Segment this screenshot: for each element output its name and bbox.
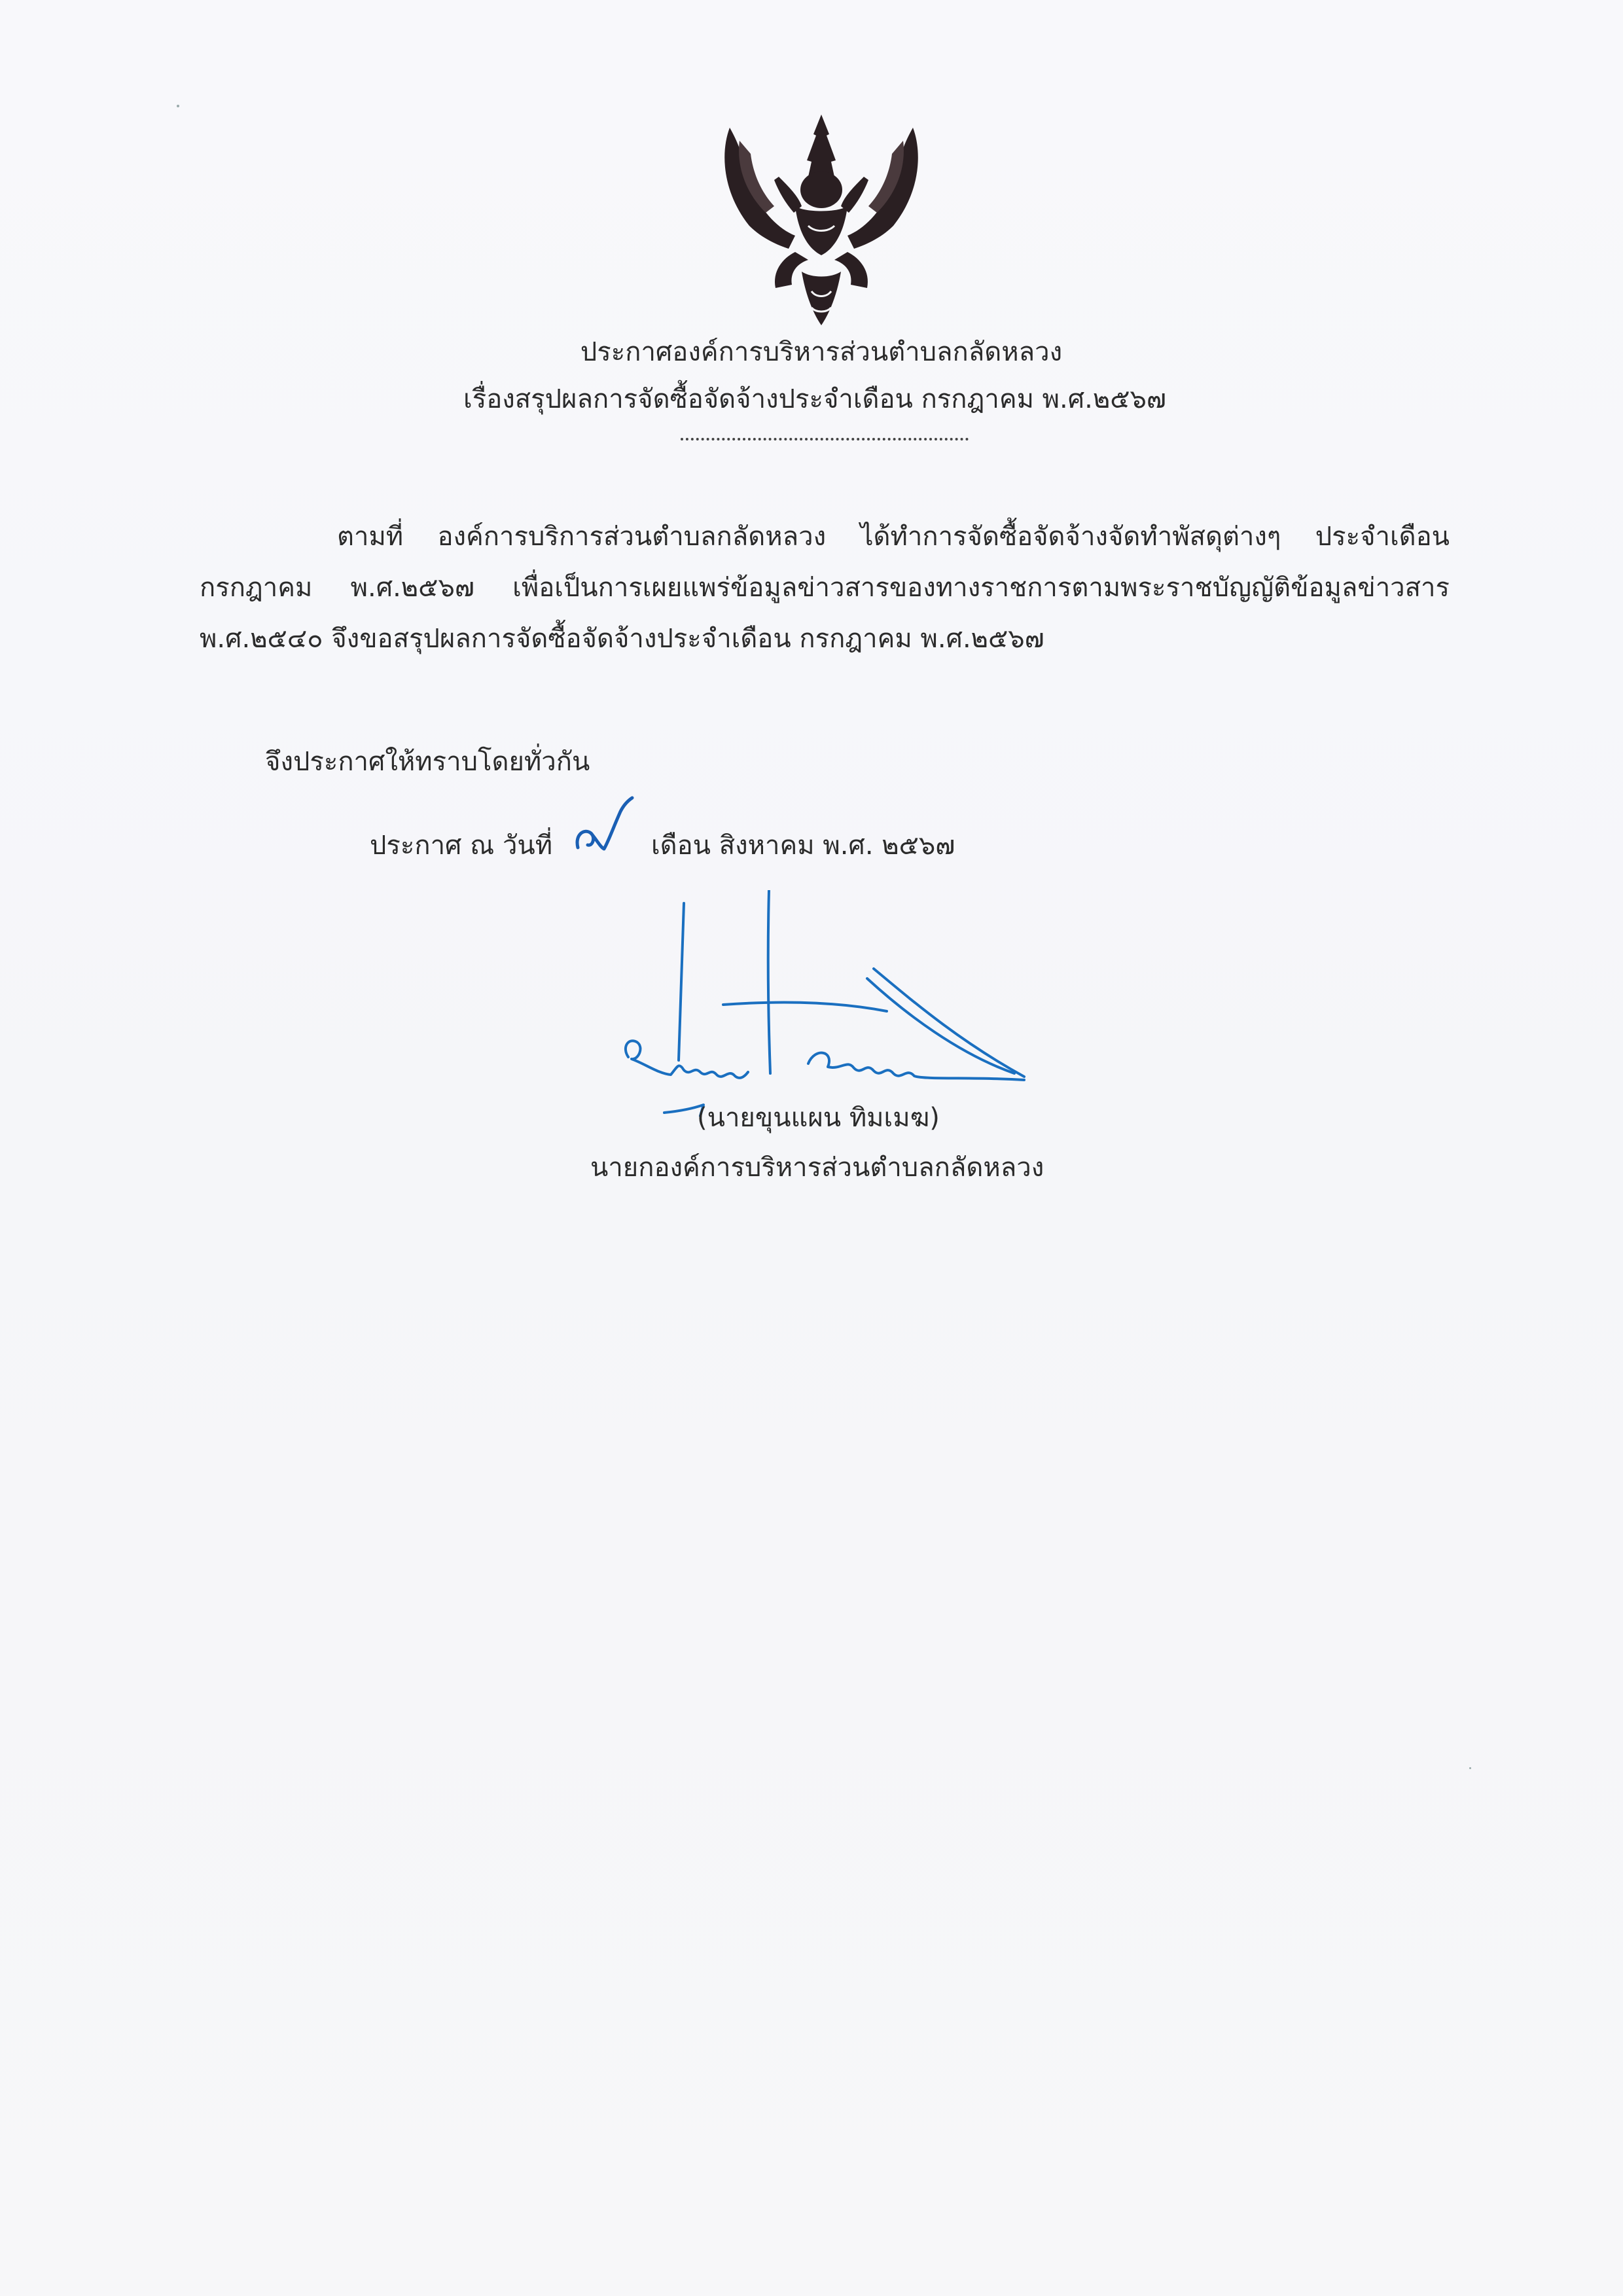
paper-speck: [1469, 1767, 1471, 1769]
date-month-year: เดือน สิงหาคม พ.ศ. ๒๕๖๗: [651, 831, 955, 861]
date-prefix: ประกาศ ณ วันที่: [370, 831, 553, 861]
signer-name: (นายขุนแผน ทิมเมฆ): [697, 1103, 940, 1133]
body-paragraph-line-3: พ.ศ.๒๕๔๐ จึงขอสรุปผลการจัดซื้อจัดจ้างประจำเดือน กรกฎาคม พ.ศ.๒๕๖๗: [200, 624, 1044, 654]
paper-speck: [177, 105, 179, 107]
title-separator: [681, 435, 969, 440]
body-paragraph-line-1: ตามที่ องค์การบริการส่วนตำบลกลัดหลวง ได้ทำการจัดซื้อจัดจ้างจัดทำพัสดุต่างๆ ประจำเดือน: [337, 522, 1450, 552]
signature: [618, 890, 1037, 1126]
garuda-emblem-icon: [717, 115, 926, 327]
document-subject: เรื่องสรุปผลการจัดซื้อจัดจ้างประจำเดือน กรกฎาคม พ.ศ.๒๕๖๗: [463, 384, 1166, 414]
handwritten-day: [568, 795, 640, 867]
body-paragraph-line-2: กรกฎาคม พ.ศ.๒๕๖๗ เพื่อเป็นการเผยแพร่ข้อมูลข่าวสารของทางราชการตามพระราชบัญญัติข้อมูลข่าวสาร: [200, 573, 1450, 603]
announcement-text: จึงประกาศให้ทราบโดยทั่วกัน: [265, 747, 590, 777]
signer-position: นายกองค์การบริหารส่วนตำบลกลัดหลวง: [590, 1153, 1044, 1183]
document-title: ประกาศองค์การบริหารส่วนตำบลกลัดหลวง: [580, 337, 1063, 367]
